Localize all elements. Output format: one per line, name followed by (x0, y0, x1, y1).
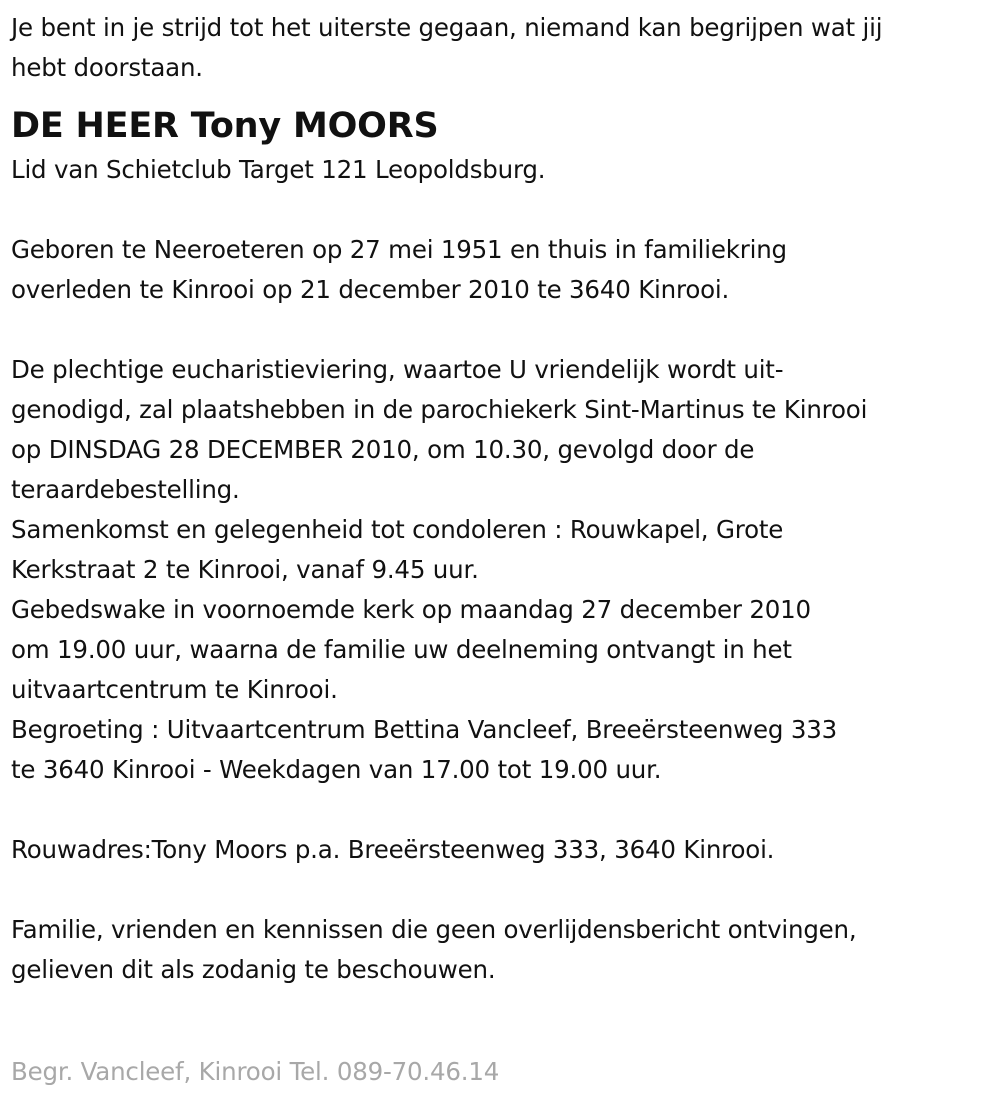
paragraph-line: Gebedswake in voornoemde kerk op maandag 27 december 2010 (11, 595, 811, 624)
funeral-home-footer: Begr. Vancleef, Kinrooi Tel. 089-70.46.14 (11, 1057, 500, 1086)
paragraph-line: Begroeting : Uitvaartcentrum Bettina Vancleef, Breeërsteenweg 333 (11, 715, 837, 744)
intro-quote (11, 8, 996, 88)
paragraph-line: Familie, vrienden en kennissen die geen overlijdensbericht ontvingen, (11, 915, 857, 944)
membership-line: Lid van Schietclub Target 121 Leopoldsburg. (11, 155, 546, 184)
paragraph-line: Kerkstraat 2 te Kinrooi, vanaf 9.45 uur. (11, 555, 479, 584)
ceremony-paragraph (11, 350, 996, 790)
paragraph-line: Samenkomst en gelegenheid tot condoleren : Rouwkapel, Grote (11, 515, 784, 544)
birth-death-paragraph (11, 230, 996, 310)
paragraph-line: genodigd, zal plaatshebben in de parochiekerk Sint-Martinus te Kinrooi (11, 395, 868, 424)
paragraph-line: De plechtige eucharistieviering, waartoe U vriendelijk wordt uit- (11, 355, 784, 384)
paragraph-line: om 19.00 uur, waarna de familie uw deelneming ontvangt in het (11, 635, 792, 664)
paragraph-line: gelieven dit als zodanig te beschouwen. (11, 955, 496, 984)
paragraph-line: teraardebestelling. (11, 475, 240, 504)
intro-line: Je bent in je strijd tot het uiterste gegaan, niemand kan begrijpen wat jij (11, 13, 883, 42)
paragraph-line: Geboren te Neeroeteren op 27 mei 1951 en thuis in familiekring (11, 235, 787, 264)
paragraph-line: te 3640 Kinrooi - Weekdagen van 17.00 tot 19.00 uur. (11, 755, 662, 784)
intro-line: hebt doorstaan. (11, 53, 203, 82)
mourning-address: Rouwadres:Tony Moors p.a. Breeërsteenweg 333, 3640 Kinrooi. (11, 835, 775, 864)
paragraph-line: op DINSDAG 28 DECEMBER 2010, om 10.30, gevolgd door de (11, 435, 755, 464)
deceased-name: DE HEER Tony MOORS (11, 106, 439, 146)
obituary-notice (11, 8, 996, 990)
paragraph-line: uitvaartcentrum te Kinrooi. (11, 675, 338, 704)
paragraph-line: overleden te Kinrooi op 21 december 2010 te 3640 Kinrooi. (11, 275, 730, 304)
notice-paragraph (11, 910, 996, 990)
